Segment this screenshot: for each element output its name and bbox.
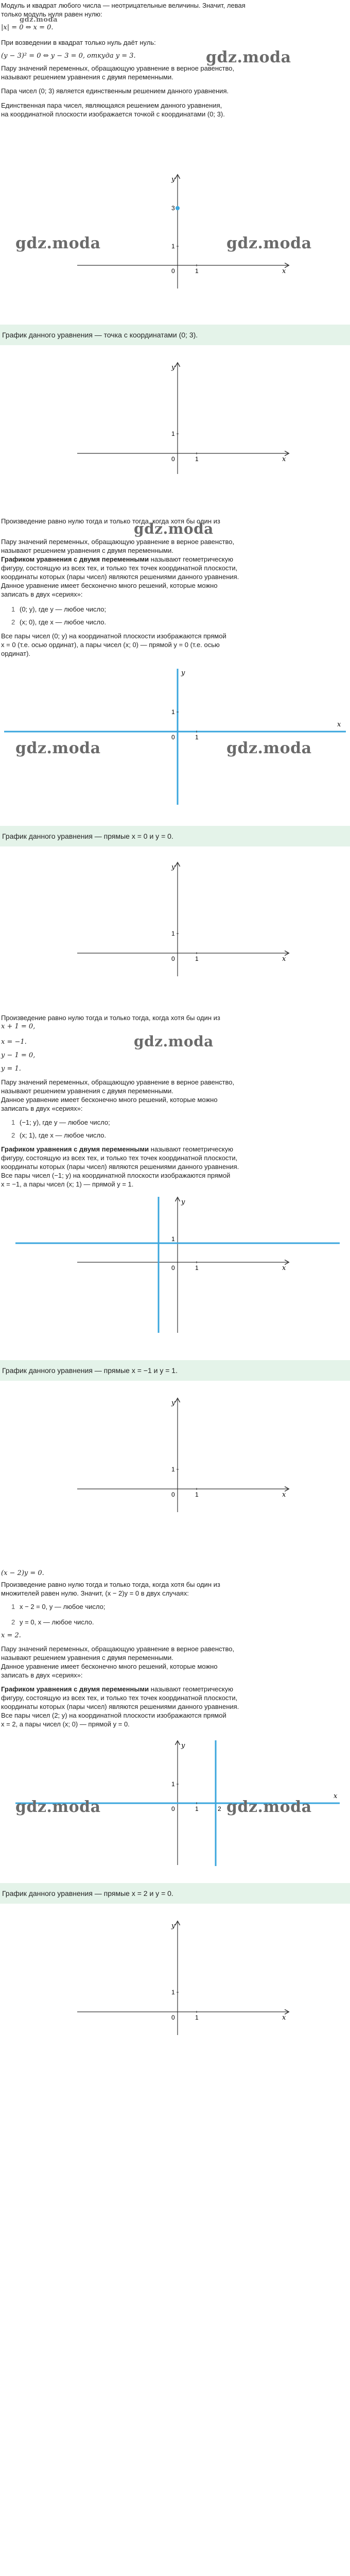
text-line: называют решением уравнения с двумя переменными. [1, 73, 173, 81]
origin-label: 0 [171, 455, 175, 463]
watermark: gdz.moda [134, 520, 214, 537]
text-line: Модуль и квадрат любого числа — неотрицательные величины. Значит, левая [1, 2, 246, 9]
text-line: фигуру, состоящую из всех тех, и только тех точек координатной плоскости, [1, 1154, 238, 1162]
watermark: gdz.moda [15, 1798, 101, 1816]
text-line: Пару значений переменных, обращающую уравнение в верное равенство, [1, 64, 235, 72]
text-line: записать в двух «сериях»: [1, 1105, 83, 1112]
definition-line: Графиком уравнения с двумя переменными называют геометрическую [1, 1145, 233, 1153]
x-label: x [282, 1491, 286, 1499]
x-label: x [282, 1264, 286, 1272]
text-line: называют решением уравнения с двумя переменными. [1, 547, 173, 554]
x-label: x [282, 267, 286, 275]
y-label: y [181, 1198, 185, 1206]
math-line: y = 1. [1, 1065, 21, 1073]
text-line: Данное уравнение имеет бесконечно много решений, которые можно [1, 1096, 218, 1104]
text-line: x = 2, а пары чисел (x; 0) — прямой y = 0. [1, 1720, 130, 1728]
text-line: Пару значений переменных, обращающую уравнение в верное равенство, [1, 538, 235, 546]
graph-caption: График данного уравнения — прямые x = −1 и y = 1. [0, 1360, 350, 1381]
tick-label: 1 [171, 243, 175, 250]
graph-caption: График данного уравнения — прямые x = 2 и y = 0. [0, 1883, 350, 1904]
math-line: (x − 2)y = 0. [1, 1569, 44, 1577]
watermark: gdz.moda [15, 739, 101, 757]
text-line: на координатной плоскости изображается точкой с координатами (0; 3). [1, 110, 225, 118]
x-label: x [282, 455, 286, 463]
tick-label: 1 [195, 267, 199, 275]
text-line: Все пары чисел (0; y) на координатной плоскости изображаются прямой [1, 632, 226, 640]
watermark: gdz.moda [226, 1798, 312, 1816]
text-line: Все пары чисел (−1; y) на координатной плоскости изображаются прямой [1, 1172, 231, 1179]
tick-label: 1 [171, 1235, 175, 1243]
origin-label: 0 [171, 955, 175, 962]
text-line: Пара чисел (0; 3) является единственным решением данного уравнения. [1, 87, 229, 95]
math-line: x + 1 = 0, [1, 1023, 36, 1030]
tick-label: 1 [195, 1264, 199, 1272]
y-label: y [171, 863, 176, 871]
graph-caption: График данного уравнения — прямые x = 0 и y = 0. [0, 826, 350, 846]
solution-point [176, 206, 180, 210]
text-line: называют решением уравнения с двумя переменными. [1, 1654, 173, 1662]
text-line: Пару значений переменных, обращающую уравнение в верное равенство, [1, 1645, 235, 1653]
axes-figure [0, 1914, 350, 2043]
y-label: y [171, 364, 176, 371]
tick-label: 1 [195, 455, 199, 463]
tick-label: 1 [195, 955, 199, 962]
text-line: x = −1, а пары чисел (x; 1) — прямой y = 1. [1, 1180, 134, 1188]
tick-label: 1 [171, 708, 175, 716]
text-line: множителей равен нулю. Значит, (x − 2)y = 0 в двух случаях: [1, 1589, 189, 1597]
axes-figure [0, 1391, 350, 1520]
watermark: gdz.moda [134, 1033, 214, 1050]
list-item: 2 (x; 0), где x — любое число. [11, 618, 107, 626]
origin-label: 0 [171, 1491, 175, 1498]
text-line: координаты которых (пары чисел) являются решениями данного уравнения. [1, 1703, 239, 1710]
math-line: x = −1. [1, 1038, 27, 1046]
tick-label: 1 [171, 1989, 175, 1996]
list-item: 1 (0; y), где y — любое число; [11, 605, 107, 613]
text-line: x = 0 (т.е. осью ординат), а пары чисел (x; 0) — прямой y = 0 (т.е. осью [1, 641, 220, 649]
origin-label: 0 [171, 1805, 175, 1812]
list-item: 1 x − 2 = 0, y — любое число; [11, 1603, 106, 1611]
text-line: Произведение равно нулю тогда и только тогда, когда хотя бы один из [1, 517, 220, 525]
tick-label: 1 [171, 1466, 175, 1473]
tick-label: 1 [171, 1781, 175, 1788]
tick-label: 1 [195, 734, 199, 741]
text-line: При возведении в квадрат только нуль даёт нуль: [1, 39, 156, 46]
origin-label: 0 [171, 734, 175, 741]
graph-axes-lines [0, 665, 350, 809]
text-line: Произведение равно нулю тогда и только тогда, когда хотя бы один из [1, 1581, 220, 1588]
math-line: y − 1 = 0, [1, 1052, 36, 1059]
text-line: Данное уравнение имеет бесконечно много решений, которые можно [1, 582, 218, 589]
graph-caption: График данного уравнения — точка с координатами (0; 3). [0, 325, 350, 345]
graph-lines-x-minus1-y-1 [0, 1193, 350, 1337]
text-line: фигуру, состоящую из всех тех, и только тех точек координатной плоскости, [1, 564, 238, 572]
text-line: только модуль нуля равен нулю: [1, 10, 102, 18]
graph-point [0, 170, 350, 294]
y-label: y [171, 1399, 176, 1407]
tick-label: 1 [195, 1491, 199, 1498]
definition-line: Графиком уравнения с двумя переменными называют геометрическую [1, 1685, 233, 1693]
list-item: 2 y = 0, x — любое число. [11, 1618, 94, 1626]
math-line: |x| = 0 ⇔ x = 0. [1, 24, 54, 31]
text-line: записать в двух «сериях»: [1, 1671, 83, 1679]
text-line: Произведение равно нулю тогда и только тогда, когда хотя бы один из [1, 1014, 220, 1022]
text-line: Все пары чисел (2; y) на координатной плоскости изображаются прямой [1, 1711, 226, 1719]
text-line: записать в двух «сериях»: [1, 590, 83, 598]
y-label: y [171, 176, 176, 183]
math-line: x = 2. [1, 1632, 21, 1639]
axes-figure [0, 855, 350, 984]
list-item: 1 (−1; y), где y — любое число; [11, 1118, 110, 1126]
text-line: называют решением уравнения с двумя переменными. [1, 1087, 173, 1095]
origin-label: 0 [171, 267, 175, 275]
text-line: Данное уравнение имеет бесконечно много решений, которые можно [1, 1663, 218, 1670]
watermark: gdz.moda [15, 234, 101, 252]
axes-figure [0, 355, 350, 479]
y-label: y [181, 669, 185, 677]
tick-label: 3 [171, 205, 175, 212]
text-line: фигуру, состоящую из всех тех, и только тех точек координатной плоскости, [1, 1694, 238, 1702]
watermark: gdz.moda [20, 16, 58, 24]
x-label: x [337, 721, 341, 728]
y-label: y [181, 1742, 185, 1750]
text-line: координаты которых (пары чисел) являются решениями данного уравнения. [1, 1163, 239, 1171]
tick-label: 1 [171, 430, 175, 437]
watermark: gdz.moda [206, 48, 291, 66]
y-label: y [171, 1922, 176, 1930]
text-line: Пару значений переменных, обращающую уравнение в верное равенство, [1, 1078, 235, 1086]
math-line: (y − 3)² = 0 ⇔ y − 3 = 0, откуда y = 3. [1, 52, 136, 60]
definition-line: Графиком уравнения с двумя переменными называют геометрическую [1, 555, 233, 563]
watermark: gdz.moda [226, 234, 312, 252]
tick-label: 1 [195, 2014, 199, 2021]
x-label: x [334, 1792, 338, 1800]
x-label: x [282, 2014, 286, 2022]
origin-label: 0 [171, 2014, 175, 2021]
text-line: координаты которых (пары чисел) являются решениями данного уравнения. [1, 573, 239, 581]
tick-label: 1 [195, 1805, 199, 1812]
text-line: ординат). [1, 650, 31, 657]
text-line: Единственная пара чисел, являющаяся решением данного уравнения, [1, 101, 222, 109]
tick-label: 1 [171, 930, 175, 937]
list-item: 2 (x; 1), где x — любое число. [11, 1131, 107, 1139]
watermark: gdz.moda [226, 739, 312, 757]
x-label: x [282, 955, 286, 963]
tick-label: 2 [218, 1805, 221, 1812]
origin-label: 0 [171, 1264, 175, 1272]
